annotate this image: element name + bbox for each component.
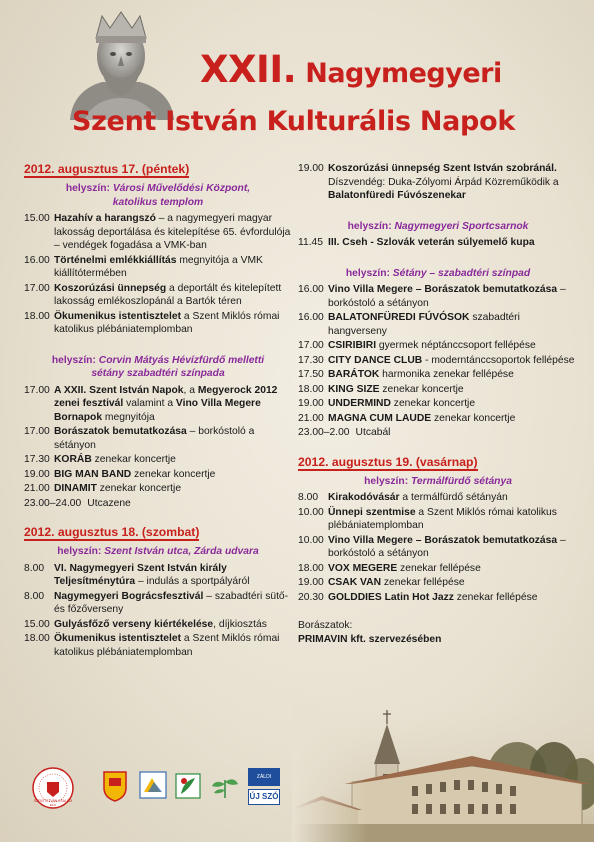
event-row [298, 383, 578, 397]
date-heading-aug-19: 2012. augusztus 19. (vasárnap) [298, 454, 478, 469]
event-desc: Ünnepi szentmise a Szent Miklós római katolikus plébániatemplomban [328, 506, 557, 531]
date-heading-aug-17: 2012. augusztus 17. (péntek) [24, 162, 190, 176]
event-desc: Ökumenikus istentisztelet a Szent Miklós római katolikus plébániatemplomban [54, 310, 280, 335]
event-desc: BALATONFÜREDI FÚVÓSOK szabadtéri hangverseny [328, 312, 520, 337]
event-row [298, 562, 578, 576]
event-time: 11.45 [298, 237, 324, 248]
event-desc: A XXII. Szent István Napok, a Megyerock 2012 zenei fesztivál valamint a Vino Villa Megere Bornapok megnyitója [54, 384, 278, 423]
event-row [24, 618, 292, 632]
event-row [24, 468, 292, 482]
coat-of-arms-icon [102, 770, 128, 802]
event-desc: Vino Villa Megere – Borászatok bemutatkozása – borkóstoló a sétányon [328, 284, 566, 309]
seal-subtext: ÉLŐ [49, 803, 57, 807]
seal-text: SZENT ISTVÁN CSALÁDI [33, 799, 73, 803]
event-time: 17.50 [298, 369, 324, 380]
event-row [24, 282, 292, 309]
event-desc: Kirakodóvásár a termálfürdő sétányán [328, 492, 508, 503]
event-time: 23.00–24.00 [24, 497, 82, 509]
event-time: 19.00 [24, 468, 50, 480]
event-desc: CSIRIBIRI gyermek néptánccsoport fellépése [328, 340, 536, 351]
edition-numeral: XXII. [200, 48, 297, 91]
event-row [24, 482, 292, 496]
sponsor-logos [22, 766, 292, 810]
venue-name: Városi Művelődési Központ, [112, 183, 251, 194]
event-time: 18.00 [24, 310, 50, 322]
venue-line [298, 220, 578, 234]
venue-name-2: sétány szabadtéri színpada [91, 368, 225, 379]
event-row [24, 632, 292, 659]
event-time: 18.00 [298, 383, 324, 395]
venue-line [24, 545, 292, 559]
event-time: 17.30 [298, 354, 324, 366]
title-town: Nagymegyeri [305, 58, 502, 89]
event-time: 16.00 [298, 312, 324, 323]
event-time: 17.00 [24, 384, 50, 396]
title-line-1 [200, 48, 502, 91]
event-row [298, 311, 578, 338]
church-town-illustration [292, 704, 594, 842]
event-row [298, 397, 578, 411]
venue-label: helyszín: [345, 267, 390, 279]
event-desc: Borászatok bemutatkozása – borkóstoló a sétányon [54, 426, 255, 451]
event-time: 15.00 [24, 618, 50, 630]
event-desc: KING SIZE zenekar koncertje [328, 383, 464, 395]
event-row [298, 339, 578, 353]
venue-name-2: katolikus templom [112, 196, 204, 208]
event-desc: BARÁTOK harmonika zenekar fellépése [328, 369, 514, 380]
event-row [24, 254, 292, 281]
event-desc: Koszorúzási ünnepség Szent István szobránál. Díszvendég: Duka-Zólyomi Árpád Közreműködik a Balatonfüredi Fúvószenekar [328, 163, 559, 201]
event-row [24, 212, 292, 253]
venue-label: helyszín: [364, 475, 409, 487]
event-desc: VI. Nagymegyeri Szent István király Teljesítménytúra – indulás a sportpályáról [54, 562, 250, 587]
event-time: 18.00 [24, 633, 50, 644]
event-row [298, 236, 578, 250]
event-row [24, 453, 292, 467]
event-desc: Utcabál [355, 427, 391, 438]
event-desc: UNDERMIND zenekar koncertje [328, 398, 476, 409]
event-row [24, 425, 292, 452]
left-column [24, 162, 292, 660]
event-row [24, 562, 292, 589]
venue-line [24, 354, 292, 381]
event-desc: Ökumenikus istentisztelet a Szent Miklós római katolikus plébániatemplomban [54, 633, 280, 658]
event-time: 17.00 [24, 282, 50, 294]
venue-name: Sétány – szabadtéri színpad [392, 267, 531, 279]
event-row [298, 283, 578, 310]
event-desc: CITY DANCE CLUB - moderntánccsoportok fellépése [328, 354, 575, 366]
event-time: 20.30 [298, 591, 324, 603]
title-line-2: Szent István Kulturális Napok [72, 106, 515, 137]
event-time: 19.00 [298, 577, 324, 588]
event-time: 8.00 [24, 562, 45, 574]
event-time: 17.30 [24, 454, 50, 465]
event-row [298, 591, 578, 605]
saint-stephen-bust-image [62, 8, 180, 120]
event-time: 10.00 [298, 534, 324, 546]
right-column [298, 162, 578, 646]
plant-logo-icon [208, 772, 242, 800]
event-time: 17.00 [298, 340, 324, 351]
event-time: 19.00 [298, 163, 324, 174]
event-desc: Nagymegyeri Bográcsfesztivál – szabadtéri sütő- és főzőverseny [54, 590, 289, 615]
event-time: 17.00 [24, 426, 50, 437]
event-desc: Vino Villa Megere – Borászatok bemutatkozása – borkóstoló a sétányon [328, 534, 566, 559]
cultural-logo-icon [138, 770, 168, 800]
event-row [298, 491, 578, 505]
event-row [24, 590, 292, 617]
sponsor-name: PRIMAVIN kft. szervezésében [298, 633, 442, 645]
event-row [298, 506, 578, 533]
event-time: 18.00 [298, 562, 324, 574]
box-logo-label: ZÁLDI [248, 768, 280, 786]
event-desc: VOX MEGERE zenekar fellépése [328, 562, 481, 574]
venue-label: helyszín: [57, 546, 102, 557]
event-row [298, 368, 578, 382]
event-desc: Történelmi emlékkiállítás megnyitója a VMK kiállítótermében [54, 254, 263, 279]
event-desc: DINAMIT zenekar koncertje [54, 483, 182, 494]
green-logo-icon [174, 772, 202, 800]
event-row [298, 534, 578, 561]
event-row [298, 426, 578, 440]
event-time: 16.00 [24, 254, 50, 266]
event-time: 19.00 [298, 398, 324, 409]
event-time: 16.00 [298, 284, 324, 295]
event-row [298, 412, 578, 426]
event-time: 23.00–2.00 [298, 427, 350, 438]
venue-line [24, 182, 292, 209]
date-heading-aug-18: 2012. augusztus 18. (szombat) [24, 525, 200, 539]
venue-line [298, 475, 578, 489]
venue-name: Nagymegyeri Sportcsarnok [394, 220, 529, 232]
event-desc: CSAK VAN zenekar fellépése [328, 577, 465, 588]
paper-logo-label: ÚJ SZÓ [248, 789, 280, 805]
event-desc: III. Cseh - Szlovák veterán súlyemelő kupa [328, 237, 535, 248]
event-desc: MAGNA CUM LAUDE zenekar koncertje [328, 412, 516, 424]
venue-label: helyszín: [65, 183, 110, 194]
venue-label: helyszín: [51, 354, 96, 366]
venue-name: Corvin Mátyás Hévízfürdő melletti [98, 354, 265, 366]
event-time: 8.00 [298, 492, 319, 503]
event-time: 10.00 [298, 506, 324, 518]
event-desc: BIG MAN BAND zenekar koncertje [54, 468, 216, 480]
event-time: 8.00 [24, 590, 45, 602]
sponsor-label: Borászatok: [298, 620, 353, 631]
event-desc: Utcazene [87, 497, 131, 509]
event-row [24, 310, 292, 337]
venue-line [298, 267, 578, 281]
event-row [298, 162, 578, 203]
event-row [24, 497, 292, 511]
event-desc: KORÁB zenekar koncertje [54, 454, 176, 465]
event-desc: Koszorúzási ünnepség a deportált és kitelepített lakosság emlékoszlopánál a Bartók téren [54, 282, 282, 307]
event-time: 21.00 [298, 412, 324, 424]
newspaper-logo [248, 768, 280, 808]
event-desc: Gulyásfőző verseny kiértékelése, díjkiosztás [54, 618, 267, 630]
event-time: 15.00 [24, 213, 50, 224]
event-row [298, 354, 578, 368]
venue-name: Szent István utca, Zárda udvara [104, 546, 259, 557]
event-desc: GOLDDIES Latin Hot Jazz zenekar fellépése [328, 591, 538, 603]
event-row [298, 576, 578, 590]
event-row [24, 384, 292, 425]
venue-label: helyszín: [347, 220, 392, 232]
event-desc: Hazahív a harangszó – a nagymegyeri magyar lakosság deportálása és kitelepítése 65. évfordulója – vendégek fogadása a VMK-ban [54, 213, 291, 251]
seal-logo-icon [22, 766, 84, 810]
event-time: 21.00 [24, 483, 50, 494]
venue-name: Termálfürdő sétánya [411, 475, 512, 487]
